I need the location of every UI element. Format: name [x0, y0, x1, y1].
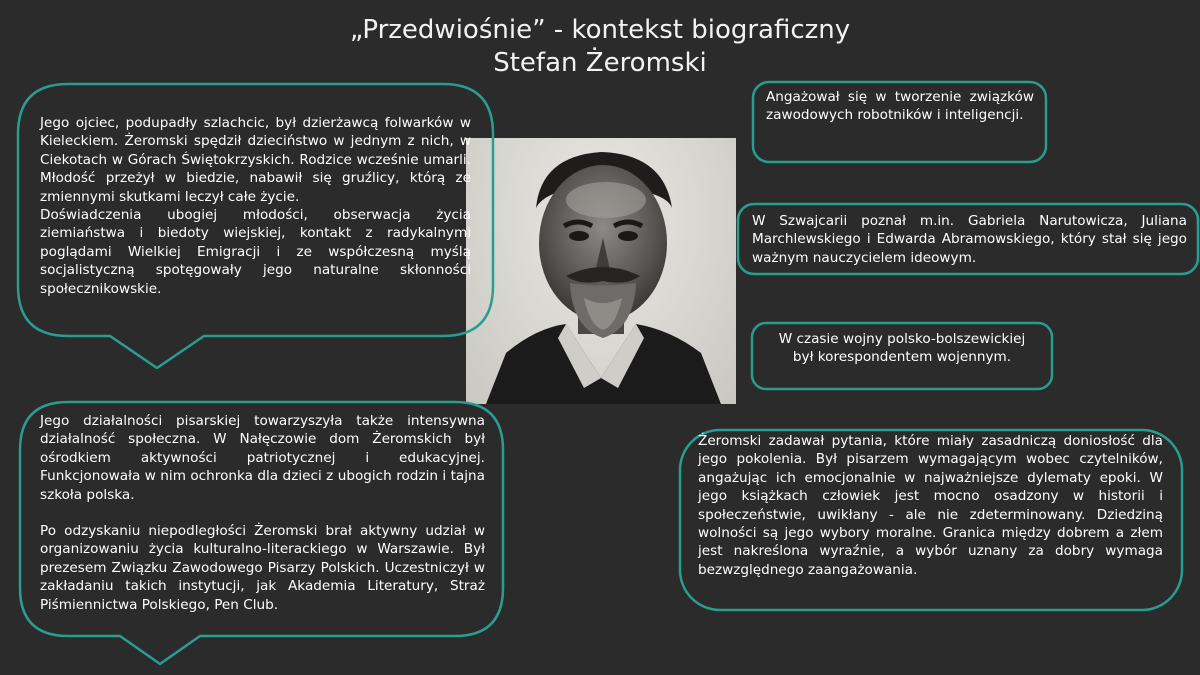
bubble-switzerland: W Szwajcarii poznał m.in. Gabriela Narutowicza, Juliana Marchlewskiego i Edwarda Abramowskiego, który stał się jego ważnym nauczycielem ideowym.: [752, 213, 1187, 266]
bubble-questions: Żeromski zadawał pytania, które miały zasadniczą doniosłość dla jego pokolenia. Był pisarzem wymagającym wobec czytelników, angażując ich emocjonalnie w najważniejsze dylematy epoki. W jego książkach człowiek jest mocno osadzony w historii i społeczeństwie, uwikłany - ale nie zdeterminowany. Dziedziną wolności są jego wybory moralne. Granica między dobrem a złem jest nakreślona wyraźnie, a wybór uznany za dobry wymaga bezwzględnego zaangażowania.: [698, 433, 1163, 578]
bubble-war: W czasie wojny polsko-bolszewickiej był korespondentem wojennym.: [778, 331, 1026, 366]
bubble-unions: Angażował się w tworzenie związków zawodowych robotników i inteligencji.: [766, 89, 1034, 124]
page-title-line1: „Przedwiośnie” - kontekst biograficzny: [349, 15, 851, 45]
childhood-paragraph-2: Doświadczenia ubogiej młodości, obserwacja życia ziemiaństwa i biedoty wiejskiej, kontakt z radykalnymi poglądami Wielkiej Emigracji i ze współczesną myślą socjalistyczną spotęgowały jego naturalne skłonności społecznikowskie.: [40, 207, 471, 297]
paragraph-gap: [40, 504, 485, 522]
page-title-line2: Stefan Żeromski: [493, 48, 707, 78]
childhood-paragraph-1: Jego ojciec, podupadły szlachcic, był dzierżawcą folwarków w Kieleckiem. Żeromski spędził dzieciństwo w jednym z nich, w Ciekotach w Górach Świętokrzyskich. Rodzice wcześnie umarli. Młodość przeżył w biedzie, nabawił się gruźlicy, którą ze zmiennymi skutkami leczył całe życie.: [40, 115, 471, 205]
bubble-childhood: [40, 114, 471, 298]
social-paragraph-1: Jego działalności pisarskiej towarzyszyła także intensywna działalność społeczna. W Nałęczowie dom Żeromskich był ośrodkiem aktywności patriotycznej i edukacyjnej. Funkcjonowała w nim ochronka dla dzieci z ubogich rodzin i tajna szkoła polska.: [40, 413, 485, 503]
social-paragraph-2: Po odzyskaniu niepodległości Żeromski brał aktywny udział w organizowaniu życia kulturalno-literackiego w Warszawie. Był prezesem Związku Zawodowego Pisarzy Polskich. Uczestniczył w zakładaniu takich instytucji, jak Akademia Literatury, Straż Piśmiennictwa Polskiego, Pen Club.: [40, 523, 485, 613]
bubble-social-activity: [40, 412, 485, 614]
